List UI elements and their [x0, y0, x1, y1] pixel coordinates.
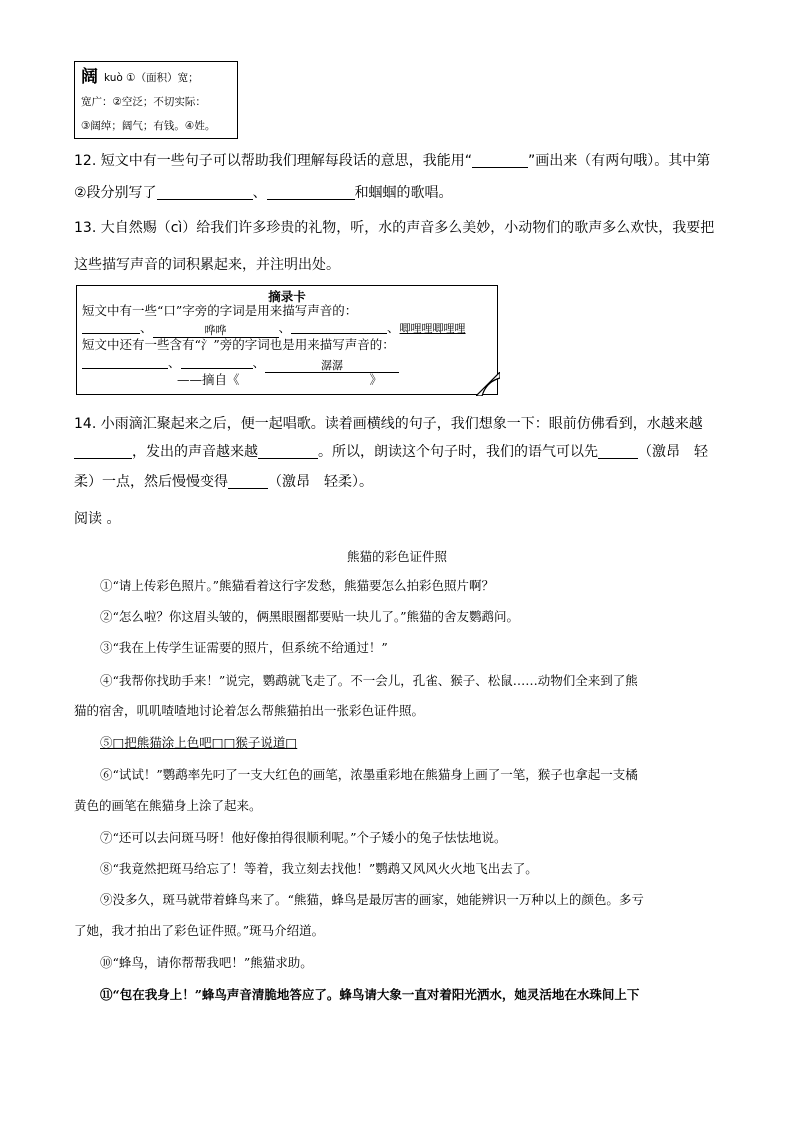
excerpt-card	[76, 285, 498, 395]
q12-blank-mark[interactable]	[472, 151, 528, 168]
story-paragraph-3: ③“我在上传学生证需要的照片，但系统不给通过！”	[100, 640, 388, 655]
card-blank-6[interactable]: 潺潺	[265, 359, 399, 373]
story-title: 熊猫的彩色证件照	[346, 549, 447, 564]
q14-text-e: （激昂 轻柔）。	[268, 474, 373, 490]
story-paragraph-7: ⑦“还可以去问斑马呀！他好像拍得很顺利呢。”个子矮小的兔子怯怯地说。	[100, 830, 507, 845]
card-page-curl-icon	[476, 372, 500, 396]
card-blank-4[interactable]	[82, 355, 168, 369]
card-row-5	[177, 372, 382, 388]
reading-label: 阅读 。	[74, 511, 121, 527]
card-row-3: 短文中还有一些含有“氵”旁的字词也是用来描写声音的：	[82, 337, 395, 352]
card-row-1: 短文中有一些“口”字旁的字词是用来描写声音的：	[82, 303, 358, 318]
card-row-4	[82, 355, 399, 373]
q13-line-2: 这些描写声音的词积累起来，并注明出处。	[74, 257, 340, 273]
card-sep-4: 、	[168, 355, 181, 370]
card-source-blank[interactable]	[240, 373, 370, 386]
card-filled-2: 唧哩哩唧哩哩	[399, 322, 466, 335]
q14-blank-4[interactable]	[228, 472, 268, 489]
card-title: 摘录卡	[268, 289, 306, 304]
card-sep-3: 、	[387, 320, 400, 335]
dictionary-entry-box	[74, 61, 238, 139]
q12-text-e: 和蝈蝈的歌唱。	[354, 185, 453, 201]
q12-text-c: ②段分别写了	[74, 185, 157, 201]
q12-blank-2[interactable]	[267, 183, 355, 200]
q14-blank-1[interactable]	[74, 442, 132, 459]
card-sep-2: 、	[278, 320, 292, 335]
q12-text-a: 12. 短文中有一些句子可以帮助我们理解每段话的意思，我能用“	[74, 153, 472, 169]
card-blank-1[interactable]	[82, 320, 140, 334]
q14-line-3	[74, 472, 373, 492]
dict-line-1	[81, 65, 231, 90]
q14-text-c: （激昂 轻	[638, 444, 708, 460]
story-paragraph-1: ①“请上传彩色照片。”熊猫看着这行字发愁，熊猫要怎么拍彩色照片啊？	[100, 578, 495, 593]
story-paragraph-9-line-2: 了她，我才拍出了彩色证件照。”斑马介绍道。	[74, 923, 325, 938]
story-paragraph-10: ⑩“蜂鸟，请你帮帮我吧！”熊猫求助。	[100, 955, 313, 970]
card-source-a: ——摘自《	[177, 372, 240, 387]
q12-line-1	[74, 151, 710, 171]
card-blank-2[interactable]: 哗哗	[153, 324, 279, 338]
story-paragraph-2: ②“怎么啦？你这眉头皱的，俩黑眼圈都要贴一块儿了。”熊猫的舍友鹦鹉问。	[100, 609, 520, 624]
q14-line-2	[74, 442, 708, 462]
q14-text-d: 柔）一点，然后慢慢变得	[74, 474, 228, 490]
q14-line-1: 14. 小雨滴汇聚起来之后，便一起唱歌。读着画横线的句子，我们想象一下：眼前仿佛看到，水越来越	[74, 416, 703, 432]
q14-text-a: ，发出的声音越来越	[132, 444, 258, 460]
dict-line-1-text: kuò ①（面积）宽；	[104, 72, 199, 84]
card-sep-1: 、	[140, 320, 153, 335]
card-row-2	[82, 320, 466, 338]
q14-blank-3[interactable]	[598, 442, 638, 459]
story-paragraph-5: ⑤□把熊猫涂上色吧□□猴子说道□	[100, 735, 298, 750]
story-paragraph-11: ⑪“包在我身上！”蜂鸟声音清脆地答应了。蜂鸟请大象一直对着阳光洒水，她灵活地在水珠间上下	[100, 987, 640, 1002]
q12-blank-1[interactable]	[157, 183, 253, 200]
card-source-b: 》	[369, 372, 383, 387]
q12-line-2	[74, 183, 453, 203]
dict-character: 阔	[81, 67, 98, 87]
story-paragraph-6-line-2: 黄色的画笔在熊猫身上涂了起来。	[74, 798, 262, 813]
card-blank-5[interactable]	[181, 355, 253, 369]
story-paragraph-4-line-2: 猫的宿舍，叽叽喳喳地讨论着怎么帮熊猫拍出一张彩色证件照。	[74, 703, 425, 718]
card-sep-5: 、	[252, 355, 266, 370]
story-paragraph-6-line-1: ⑥“试试！”鹦鹉率先叼了一支大红色的画笔，浓墨重彩地在熊猫身上画了一笔，猴子也拿起一支橘	[100, 767, 638, 782]
dict-line-3: ③阔绰；阔气；有钱。④姓。	[81, 120, 216, 132]
q14-blank-2[interactable]	[258, 442, 318, 459]
q14-text-b: 。所以，朗读这个句子时，我们的语气可以先	[318, 444, 598, 460]
q12-text-b: ”画出来（有两句哦）。其中第	[527, 153, 711, 169]
card-blank-3[interactable]	[291, 320, 387, 334]
story-paragraph-8: ⑧“我竟然把斑马给忘了！等着，我立刻去找他！”鹦鹉又风风火火地飞出去了。	[100, 861, 538, 876]
q12-text-d: 、	[252, 185, 267, 201]
q13-line-1: 13. 大自然赐（cì）给我们许多珍贵的礼物，听，水的声音多么美妙，小动物们的歌声多么欢快，我要把	[74, 220, 715, 236]
dict-line-2: 宽广：②空泛；不切实际：	[81, 96, 206, 108]
story-paragraph-4-line-1: ④“我帮你找助手来！”说完，鹦鹉就飞走了。不一会儿，孔雀、猴子、松鼠……动物们全来到了熊	[100, 673, 638, 688]
story-paragraph-9-line-1: ⑨没多久，斑马就带着蜂鸟来了。“熊猫，蜂鸟是最厉害的画家，她能辨识一万种以上的颜色。多亏	[100, 892, 644, 907]
